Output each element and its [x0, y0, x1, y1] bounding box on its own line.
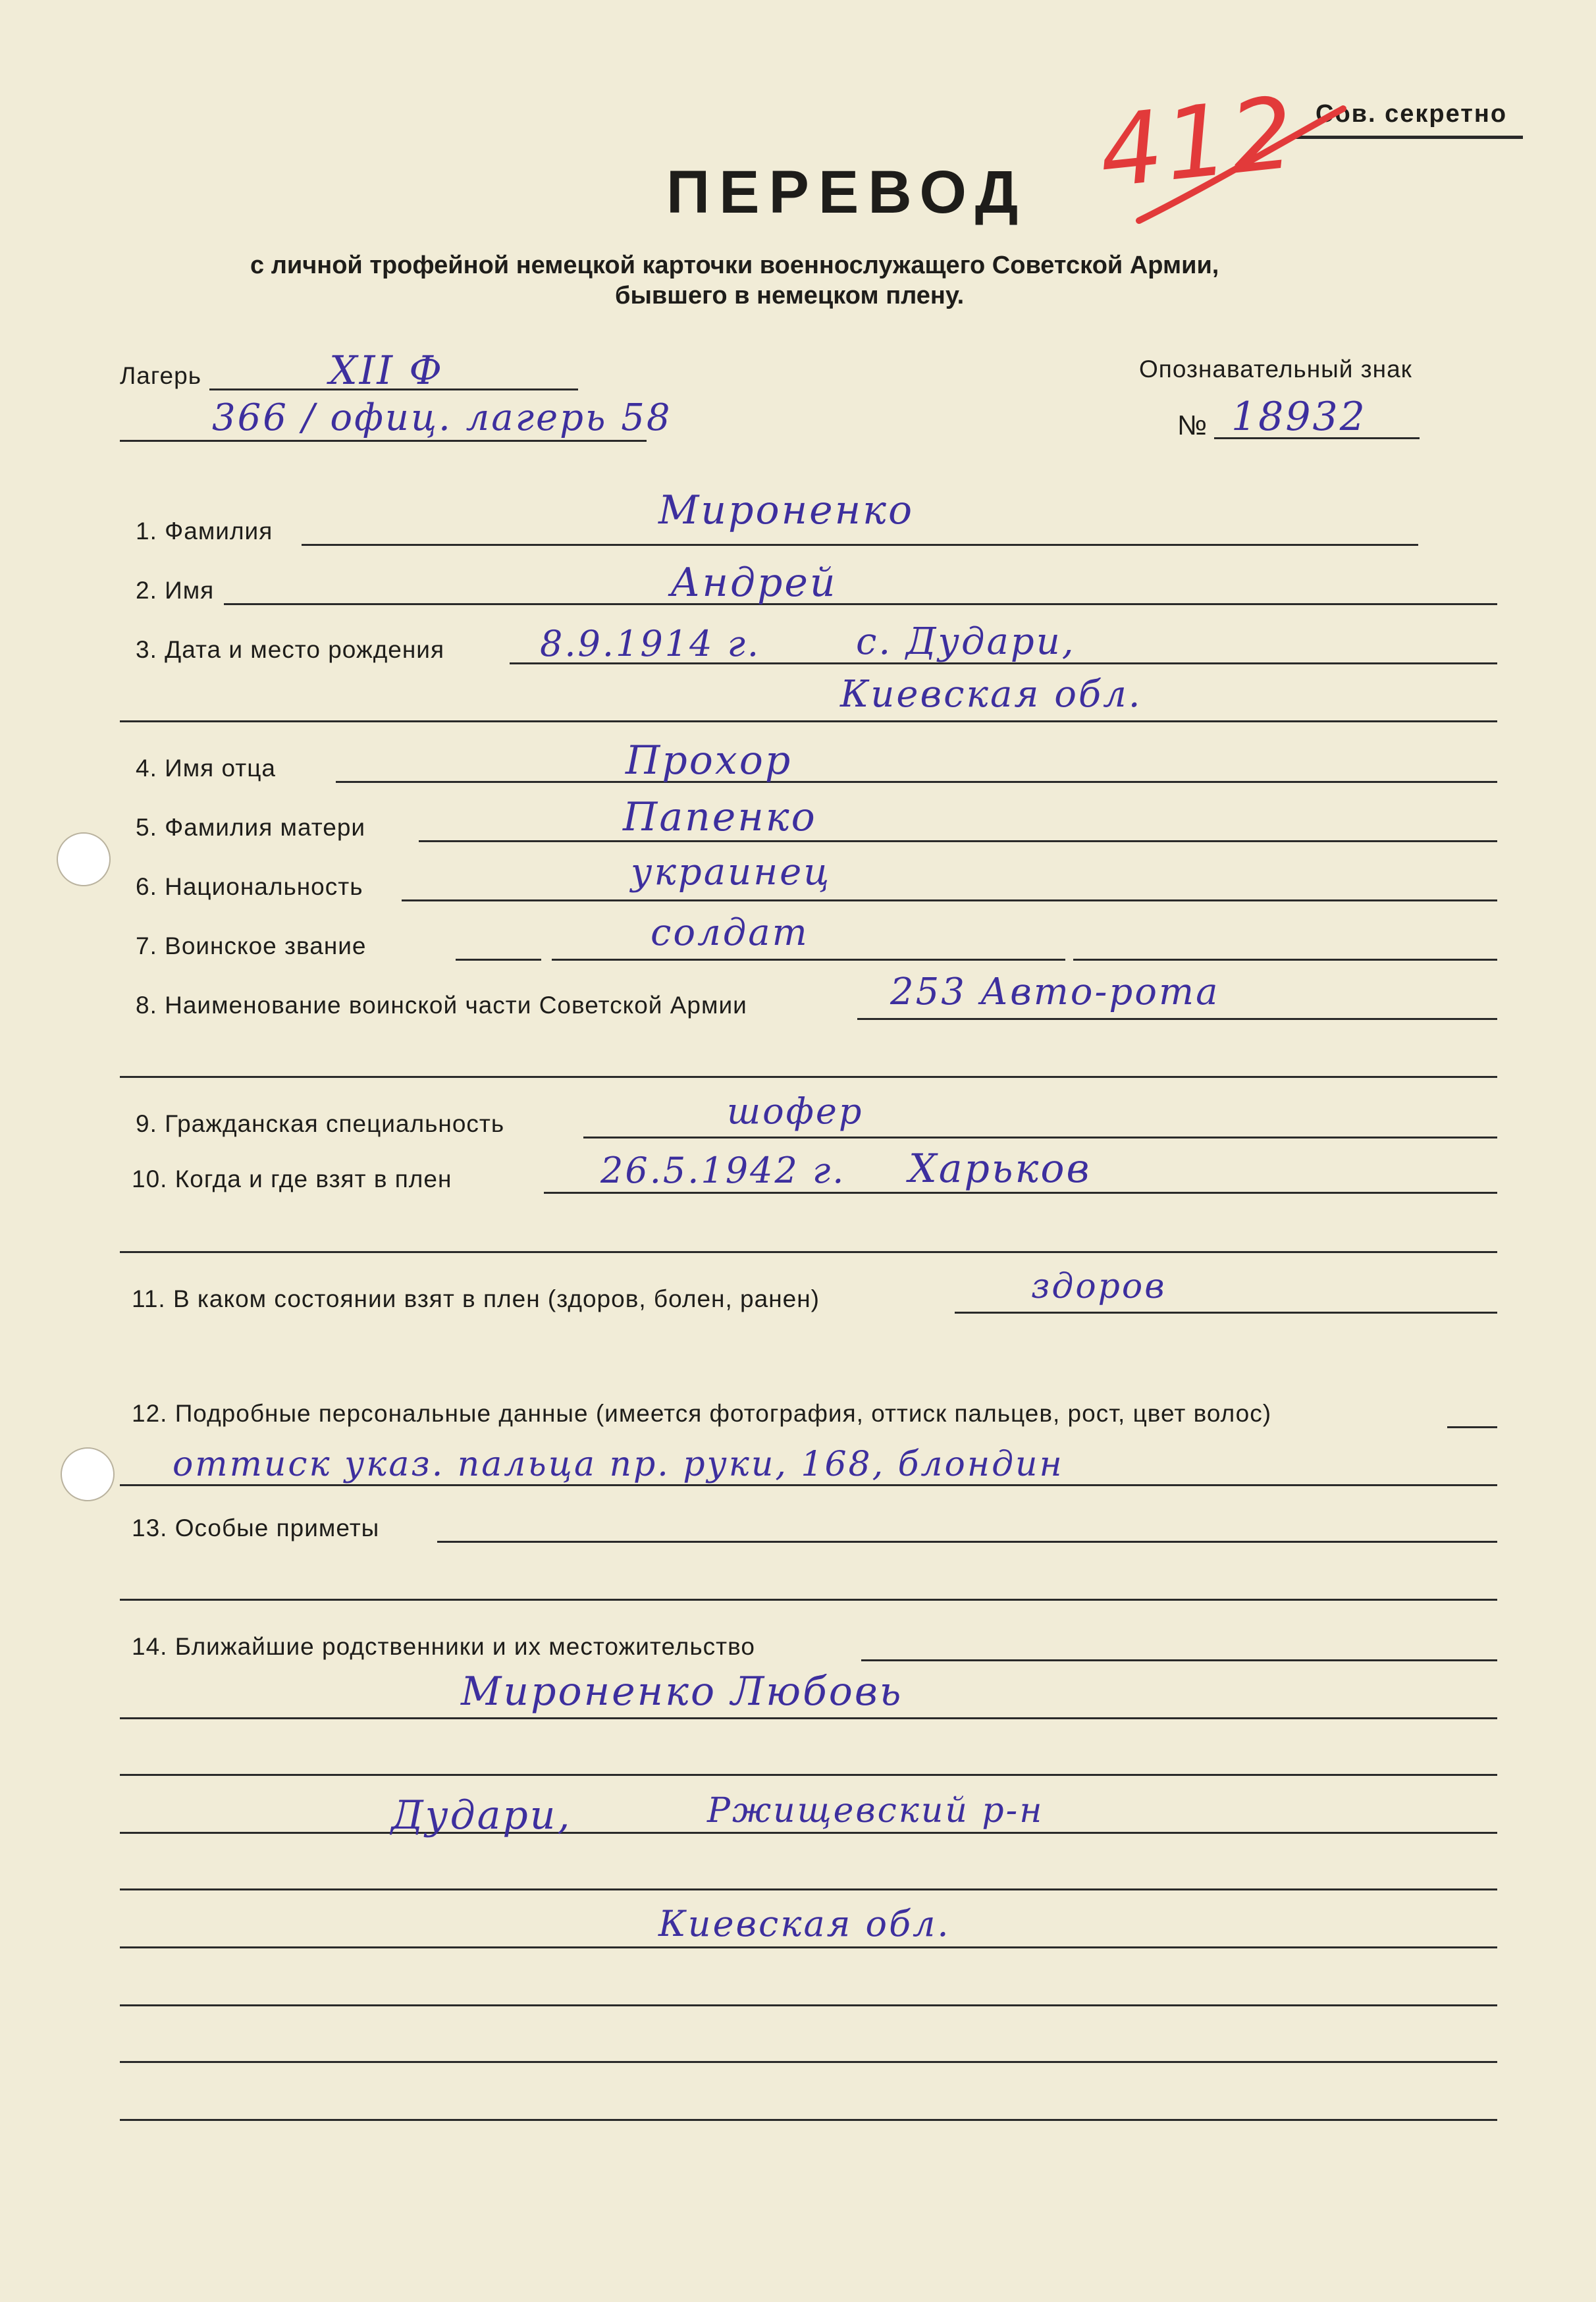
field-11-value: здоров — [1031, 1267, 1167, 1306]
field-1-value: Мироненко — [658, 487, 915, 533]
field-12-label: 12. Подробные персональные данные (имеется фотография, оттиск пальцев, рост, цвет волос) — [132, 1400, 1272, 1427]
field-2-label: 2. Имя — [136, 577, 215, 604]
camp-line-2 — [120, 440, 647, 442]
field-14-line-4 — [120, 1832, 1497, 1834]
field-9-label: 9. Гражданская специальность — [136, 1110, 505, 1137]
field-2-value: Андрей — [670, 560, 838, 606]
field-3-place: с. Дудари, — [856, 620, 1076, 663]
field-5-line — [419, 840, 1497, 842]
field-9-line — [583, 1137, 1497, 1138]
field-14-district: Ржищевский р-н — [707, 1791, 1044, 1831]
field-6-line — [402, 899, 1497, 901]
red-pencil-number: 412 — [1094, 75, 1302, 211]
camp-value-1: XII Ф — [329, 348, 444, 394]
field-6-value: украинец — [631, 851, 832, 894]
field-4-value: Прохор — [625, 737, 793, 784]
field-8-line — [857, 1018, 1497, 1020]
field-10-line-2 — [120, 1251, 1497, 1253]
field-10-place: Харьков — [909, 1146, 1092, 1192]
punch-hole-top — [57, 832, 111, 886]
id-tag-value: 18932 — [1231, 394, 1367, 440]
field-3-place-2: Киевская обл. — [840, 673, 1142, 716]
field-3-label: 3. Дата и место рождения — [136, 636, 444, 663]
field-14-line-8 — [120, 2061, 1497, 2063]
field-14-relative: Мироненко Любовь — [461, 1669, 903, 1715]
field-10-date: 26.5.1942 г. — [600, 1150, 846, 1191]
field-9-value: шофер — [727, 1090, 864, 1132]
field-12-line-2 — [120, 1484, 1497, 1486]
field-14-line-7 — [120, 2004, 1497, 2006]
field-1-line — [302, 544, 1418, 546]
field-7-label: 7. Воинское звание — [136, 932, 367, 959]
field-14-line-5 — [120, 1888, 1497, 1890]
field-3-line-2 — [120, 720, 1497, 722]
field-1-label: 1. Фамилия — [136, 518, 273, 545]
field-11-label: 11. В каком состоянии взят в плен (здоров, болен, ранен) — [132, 1285, 820, 1312]
document-title: ПЕРЕВОД — [666, 159, 1028, 226]
field-11-line — [955, 1312, 1497, 1314]
field-13-line-2 — [120, 1599, 1497, 1601]
id-tag-prefix: № — [1177, 410, 1208, 441]
field-14-line-2 — [120, 1717, 1497, 1719]
camp-value-2: 366 / офиц. лагерь 58 — [212, 396, 672, 439]
field-7-line-b — [552, 959, 1065, 961]
red-pencil-stroke — [1132, 99, 1350, 230]
field-4-label: 4. Имя отца — [136, 755, 276, 782]
field-8-label: 8. Наименование воинской части Советской Армии — [136, 992, 747, 1019]
field-6-label: 6. Национальность — [136, 873, 363, 900]
classification-stamp: Сов. секретно — [1316, 100, 1508, 128]
field-5-value: Папенко — [623, 794, 817, 840]
field-4-line — [336, 781, 1497, 783]
field-5-label: 5. Фамилия матери — [136, 814, 366, 841]
field-14-line-3 — [120, 1774, 1497, 1776]
field-7-line-c — [1073, 959, 1497, 961]
field-12-value: оттиск указ. пальца пр. руки, 168, блондин — [173, 1445, 1064, 1484]
field-14-line-6 — [120, 1946, 1497, 1948]
field-10-line — [544, 1192, 1497, 1194]
punch-hole-bottom — [61, 1447, 115, 1501]
camp-label: Лагерь — [120, 362, 201, 389]
document-subtitle-line2: бывшего в немецком плену. — [615, 282, 965, 309]
field-2-line — [224, 603, 1497, 605]
field-13-line — [437, 1541, 1497, 1543]
field-7-value: солдат — [651, 911, 809, 954]
field-14-line — [861, 1659, 1497, 1661]
field-14-line-9 — [120, 2119, 1497, 2121]
field-14-village: Дудари, — [391, 1792, 572, 1838]
field-12-line — [1447, 1426, 1497, 1428]
field-13-label: 13. Особые приметы — [132, 1514, 380, 1541]
field-14-region: Киевская обл. — [658, 1903, 951, 1944]
id-tag-label: Опознавательный знак — [1139, 356, 1412, 383]
field-8-value: 253 Авто-рота — [890, 971, 1220, 1013]
field-7-line-a — [456, 959, 541, 961]
field-3-date: 8.9.1914 г. — [540, 623, 761, 664]
document-subtitle-line1: с личной трофейной немецкой карточки военнослужащего Советской Армии, — [250, 252, 1219, 279]
field-8-line-2 — [120, 1076, 1497, 1078]
field-10-label: 10. Когда и где взят в плен — [132, 1165, 452, 1192]
field-14-label: 14. Ближайшие родственники и их местожительство — [132, 1633, 755, 1660]
